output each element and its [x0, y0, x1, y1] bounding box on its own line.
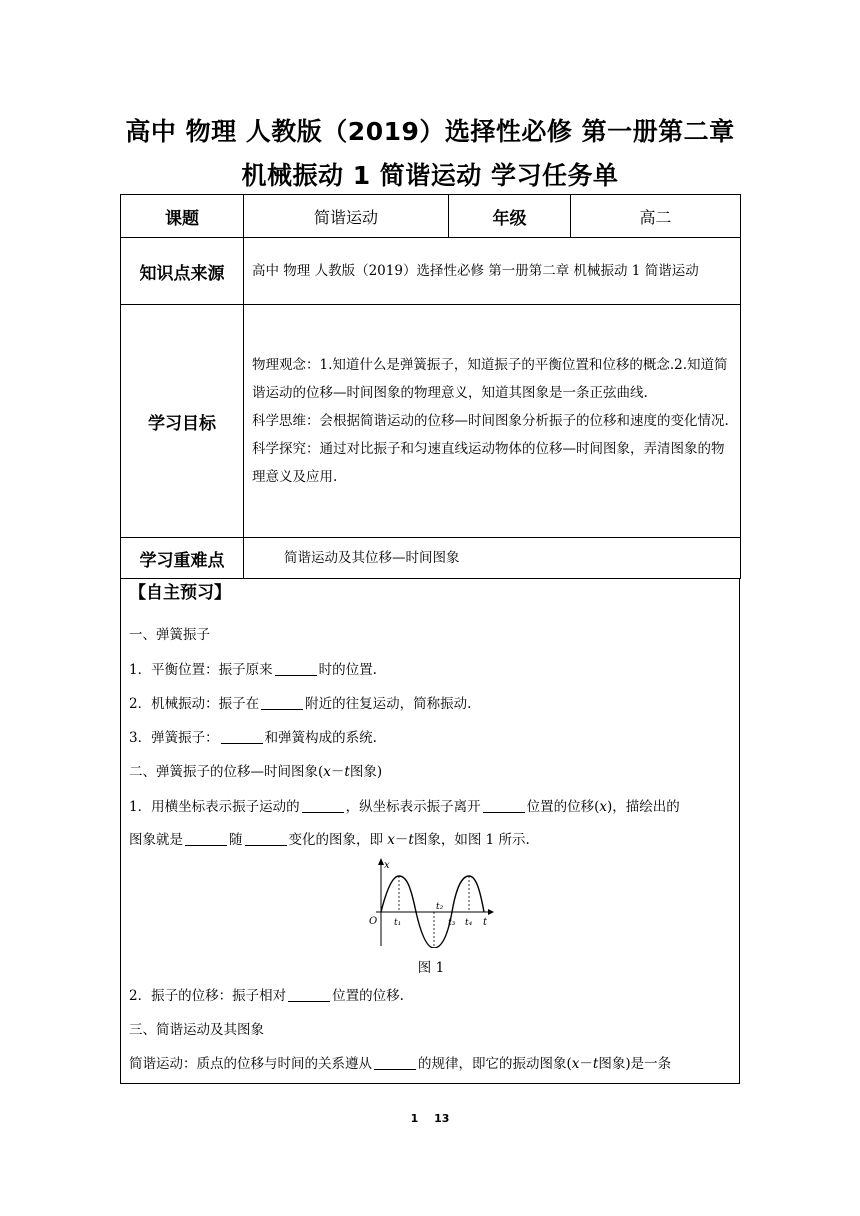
s2-item-2: 2．振子的位移：振子相对 位置的位移. [129, 988, 404, 1004]
s2-item-1-line-2: 图象就是 随 变化的图象，即 x－t图象，如图 1 所示. [129, 832, 530, 848]
s1-item-2: 2．机械振动：振子在 附近的往复运动，简称振动. [129, 696, 472, 712]
source-value: 高中 物理 人教版（2019）选择性必修 第一册第二章 机械振动 1 简谐运动 [244, 238, 741, 305]
label-t4: t₄ [465, 918, 473, 928]
label-x: x [384, 860, 390, 871]
figure-caption: 图 1 [417, 960, 445, 976]
topic-value: 简谐运动 [244, 195, 449, 238]
section-1-heading: 一、弹簧振子 [129, 627, 210, 643]
label-t: t [483, 917, 488, 928]
goals-cell [244, 305, 741, 538]
fill-blank[interactable] [302, 798, 344, 813]
page-number [0, 1112, 860, 1125]
document-title-line-1: 高中 物理 人教版（2019）选择性必修 第一册第二章 [125, 117, 735, 146]
preview-heading: 【自主预习】 [129, 583, 231, 603]
document-title-line-2: 机械振动 1 简谐运动 学习任务单 [241, 161, 619, 190]
displacement-time-figure [366, 856, 496, 948]
goal-item: 物理观念：1.知道什么是弹簧振子，知道振子的平衡位置和位移的概念.2.知道简谐运动的位移—时间图象的物理意义，知道其图象是一条正弦曲线. [252, 357, 728, 401]
fill-blank[interactable] [245, 831, 287, 846]
s1-item-3: 3．弹簧振子： 和弹簧构成的系统. [129, 730, 377, 746]
label-t3: t₃ [448, 918, 456, 928]
grade-label: 年级 [449, 195, 571, 238]
grade-value: 高二 [571, 195, 741, 238]
info-table [120, 194, 741, 579]
s1-item-1: 1．平衡位置：振子原来 时的位置. [129, 662, 377, 678]
fill-blank[interactable] [185, 831, 227, 846]
fill-blank[interactable] [374, 1055, 416, 1070]
preview-section [120, 578, 740, 1084]
key-points-value: 简谐运动及其位移—时间图象 [244, 538, 741, 579]
current-page: 1 [410, 1112, 419, 1125]
goal-item: 科学思维：会根据简谐运动的位移—时间图象分析振子的位移和速度的变化情况. [252, 413, 729, 429]
label-t2: t₂ [436, 902, 444, 912]
label-t1: t₁ [394, 918, 402, 928]
label-origin: O [369, 916, 378, 927]
source-label: 知识点来源 [121, 238, 244, 305]
key-points-label: 学习重难点 [121, 538, 244, 579]
goal-item: 科学探究：通过对比振子和匀速直线运动物体的位移—时间图象，弄清图象的物理意义及应用. [252, 441, 725, 485]
s2-item-1-line-1: 1．用横坐标表示振子运动的 ，纵坐标表示振子离开 位置的位移(x)，描绘出的 [129, 799, 680, 815]
fill-blank[interactable] [261, 695, 303, 710]
total-pages: 13 [434, 1112, 450, 1125]
fill-blank[interactable] [275, 661, 317, 676]
topic-label: 课题 [121, 195, 244, 238]
fill-blank[interactable] [221, 729, 263, 744]
section-3-heading: 三、简谐运动及其图象 [129, 1022, 264, 1038]
fill-blank[interactable] [483, 798, 525, 813]
fill-blank[interactable] [288, 987, 330, 1002]
goals-label: 学习目标 [121, 305, 244, 538]
s3-line-1: 简谐运动：质点的位移与时间的关系遵从 的规律，即它的振动图象(x－t图象)是一条 [129, 1056, 672, 1072]
section-2-heading: 二、弹簧振子的位移—时间图象(x－t图象) [129, 764, 383, 780]
t-axis-arrow [488, 909, 494, 915]
